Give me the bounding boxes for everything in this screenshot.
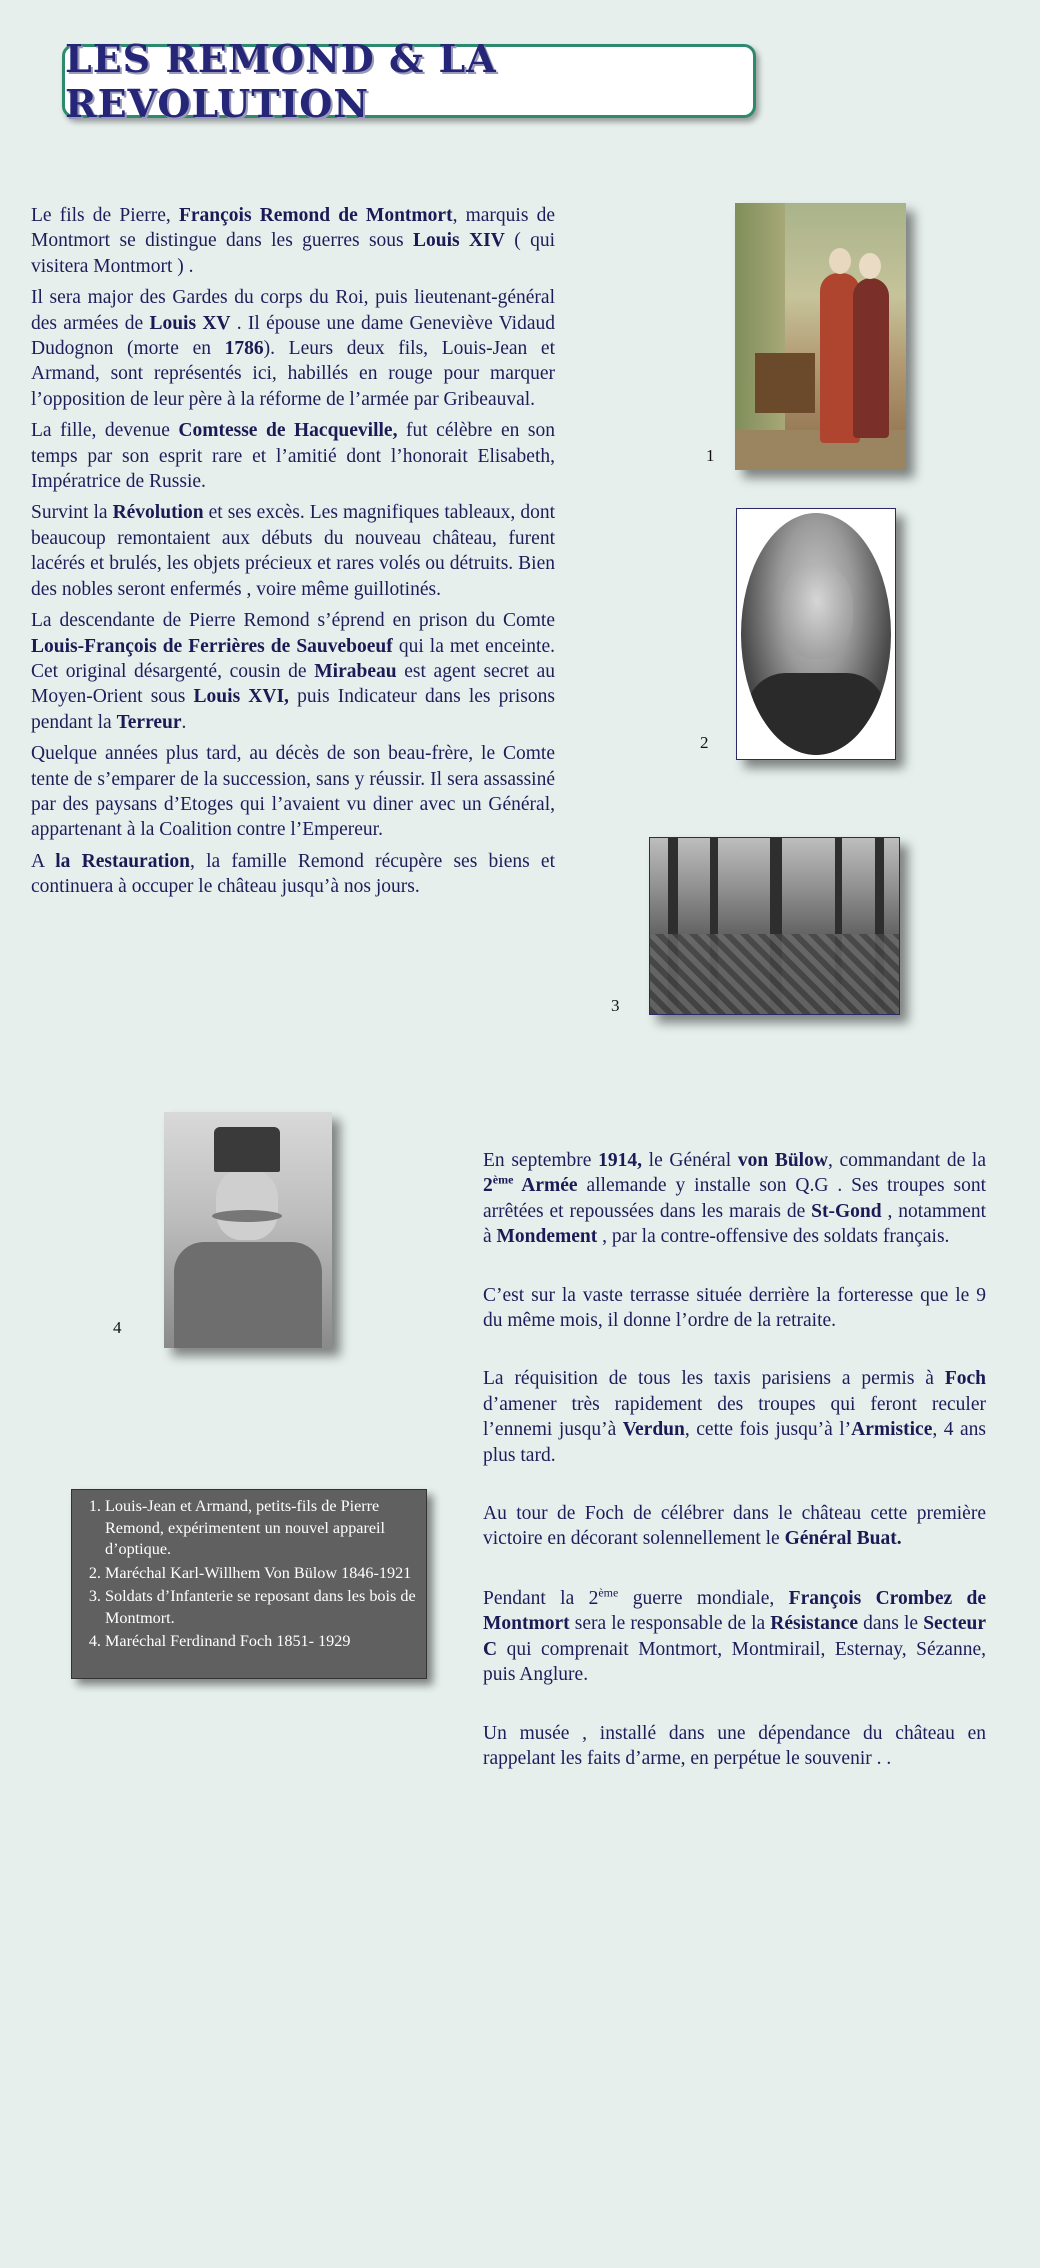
photo-number-2: 2 [700, 733, 709, 752]
right-text-paragraph: Pendant la 2ème guerre mondiale, François Crombez de Montmort sera le responsable de la Résistance dans le Secteur C qui comprenait Montmort, Montmirail, Esternay, Sézanne, puis Anglure. [483, 1585, 986, 1686]
left-text-paragraph: A la Restauration, la famille Remond récupère ses biens et continuera à occuper le château jusqu’à nos jours. [31, 850, 555, 898]
left-text-paragraph: Quelque années plus tard, au décès de son beau-frère, le Comte tente de s’emparer de la succession, sans y réussir. Il sera assassiné par des paysans d’Etoges qui l’avaient vu diner avec un Général, appartenant à la Coalition contre l’Empereur. [31, 743, 555, 841]
left-text-paragraph: La descendante de Pierre Remond s’éprend en prison du Comte Louis-François de Ferrières de Sauveboeuf qui la met enceinte. Cet original désargenté, cousin de Mirabeau est agent secret au Moyen-Orient sous Louis XVI, puis Indicateur dans les prisons pendant la Terreur. [31, 610, 556, 733]
photo-foch-portrait [164, 1112, 332, 1348]
photo-brothers-optical-device [735, 203, 906, 470]
title-banner [62, 36, 756, 126]
photo-number-4: 4 [113, 1318, 122, 1337]
caption-item: 2. Maréchal Karl-Willhem Von Bülow 1846-1921 [105, 1563, 416, 1585]
right-text-paragraph: C’est sur la vaste terrasse située derrière la forteresse que le 9 du même mois, il donne l’ordre de la retraite. [483, 1284, 986, 1332]
right-text-paragraph: Au tour de Foch de célébrer dans le château cette première victoire en décorant solennellement le Général Buat. [483, 1503, 986, 1550]
photo-number-1: 1 [706, 446, 715, 465]
photo-captions-box [71, 1489, 427, 1679]
right-text-paragraph: En septembre 1914, le Général von Bülow, commandant de la 2ème Armée allemande y installe son Q.G . Ses troupes sont arrêtées et repoussées dans les marais de St-Gond , notamment à Mondement , par la contre-offensive des soldats français. [483, 1150, 987, 1248]
right-text-paragraph: Un musée , installé dans une dépendance du château en rappelant les faits d’arme, en perpétue le souvenir . . [483, 1722, 986, 1769]
left-text-paragraph: La fille, devenue Comtesse de Hacqueville, fut célèbre en son temps par son esprit rare et l’amitié dont l’honorait Elisabeth, Impératrice de Russie. [31, 420, 555, 493]
left-text-column [31, 203, 555, 906]
left-text-paragraph: Survint la Révolution et ses excès. Les magnifiques tableaux, dont beaucoup remontaient aux débuts du nouveau château, furent lacérés et brulés, les objets précieux et rares volés ou détruits. Bien des nobles seront enfermés , voire même guillotinés. [31, 502, 556, 600]
caption-item: 1. Louis-Jean et Armand, petits-fils de Pierre Remond, expérimentent un nouvel appareil d’optique. [105, 1496, 416, 1561]
photo-von-bulow-portrait [736, 508, 896, 760]
captions-list [72, 1490, 426, 1653]
page-title: LES REMOND & LA REVOLUTION [65, 36, 497, 126]
photo-number-3: 3 [611, 996, 620, 1015]
caption-item: 3. Soldats d’Infanterie se reposant dans les bois de Montmort. [105, 1586, 416, 1629]
right-text-column [483, 1148, 986, 1804]
right-text-paragraph: La réquisition de tous les taxis parisiens a permis à Foch d’amener très rapidement des troupes qui feront reculer l’ennemi jusqu’à Verdun, cette fois jusqu’à l’Armistice, 4 ans plus tard. [483, 1368, 986, 1466]
left-text-paragraph: Le fils de Pierre, François Remond de Montmort, marquis de Montmort se distingue dans les guerres sous Louis XIV ( qui visitera Montmort ) . [31, 205, 555, 277]
left-text-paragraph: Il sera major des Gardes du corps du Roi, puis lieutenant-général des armées de Louis XV . Il épouse une dame Geneviève Vidaud Dudognon (morte en 1786). Leurs deux fils, Louis-Jean et Armand, sont représentés ici, habillés en rouge pour marquer l’opposition de leur père à la réforme de l’armée par Gribeauval. [31, 287, 555, 410]
caption-item: 4. Maréchal Ferdinand Foch 1851- 1929 [105, 1631, 416, 1653]
photo-infantry-soldiers-woods [649, 837, 900, 1015]
